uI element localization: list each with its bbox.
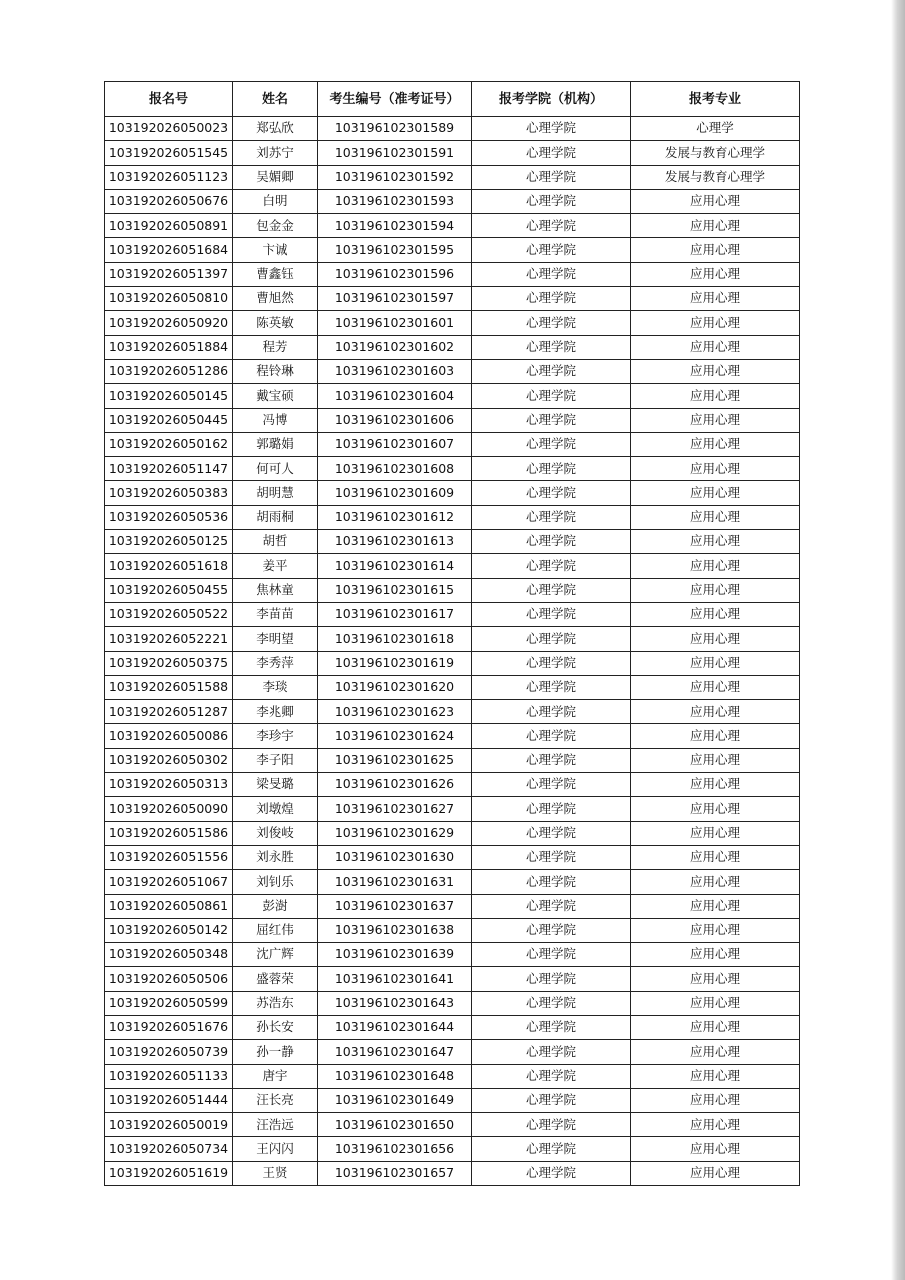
candidate-no-cell: 103196102301606	[318, 408, 472, 432]
college-cell: 心理学院	[472, 1137, 631, 1161]
college-cell: 心理学院	[472, 311, 631, 335]
registration-no-cell: 103192026052221	[105, 627, 233, 651]
college-cell: 心理学院	[472, 1040, 631, 1064]
registration-no-cell: 103192026050019	[105, 1113, 233, 1137]
major-cell: 应用心理	[631, 1113, 800, 1137]
college-cell: 心理学院	[472, 602, 631, 626]
major-cell: 应用心理	[631, 408, 800, 432]
major-cell: 应用心理	[631, 432, 800, 456]
college-cell: 心理学院	[472, 335, 631, 359]
college-cell: 心理学院	[472, 845, 631, 869]
college-cell: 心理学院	[472, 1064, 631, 1088]
name-cell: 白明	[233, 189, 318, 213]
college-cell: 心理学院	[472, 1015, 631, 1039]
name-cell: 程铃琳	[233, 359, 318, 383]
candidate-no-cell: 103196102301591	[318, 141, 472, 165]
name-cell: 胡雨桐	[233, 505, 318, 529]
college-cell: 心理学院	[472, 894, 631, 918]
name-cell: 李子阳	[233, 748, 318, 772]
table-row	[105, 602, 800, 626]
candidate-no-cell: 103196102301614	[318, 554, 472, 578]
registration-no-cell: 103192026050162	[105, 432, 233, 456]
name-cell: 姜平	[233, 554, 318, 578]
candidate-no-cell: 103196102301602	[318, 335, 472, 359]
major-cell: 应用心理	[631, 821, 800, 845]
major-cell: 应用心理	[631, 797, 800, 821]
candidate-no-cell: 103196102301619	[318, 651, 472, 675]
major-cell: 应用心理	[631, 870, 800, 894]
college-cell: 心理学院	[472, 748, 631, 772]
major-cell: 应用心理	[631, 700, 800, 724]
major-cell: 发展与教育心理学	[631, 141, 800, 165]
registration-no-cell: 103192026050302	[105, 748, 233, 772]
candidate-no-cell: 103196102301623	[318, 700, 472, 724]
college-cell: 心理学院	[472, 117, 631, 141]
table-row	[105, 627, 800, 651]
candidate-no-cell: 103196102301594	[318, 214, 472, 238]
registration-no-cell: 103192026050739	[105, 1040, 233, 1064]
table-row	[105, 530, 800, 554]
name-cell: 郑弘欣	[233, 117, 318, 141]
registration-no-cell: 103192026050445	[105, 408, 233, 432]
name-cell: 刘墩煌	[233, 797, 318, 821]
major-cell: 应用心理	[631, 214, 800, 238]
name-cell: 苏浩东	[233, 991, 318, 1015]
college-cell: 心理学院	[472, 165, 631, 189]
name-cell: 王闪闪	[233, 1137, 318, 1161]
registration-no-cell: 103192026051676	[105, 1015, 233, 1039]
name-cell: 曹鑫钰	[233, 262, 318, 286]
major-cell: 应用心理	[631, 748, 800, 772]
candidate-no-cell: 103196102301631	[318, 870, 472, 894]
name-cell: 李明望	[233, 627, 318, 651]
registration-no-cell: 103192026051545	[105, 141, 233, 165]
table-row	[105, 408, 800, 432]
table-row	[105, 1040, 800, 1064]
college-cell: 心理学院	[472, 262, 631, 286]
registration-no-cell: 103192026050145	[105, 384, 233, 408]
candidate-no-cell: 103196102301601	[318, 311, 472, 335]
college-cell: 心理学院	[472, 578, 631, 602]
registration-no-cell: 103192026051618	[105, 554, 233, 578]
table-row	[105, 894, 800, 918]
candidate-no-cell: 103196102301629	[318, 821, 472, 845]
candidate-no-cell: 103196102301638	[318, 918, 472, 942]
major-cell: 应用心理	[631, 359, 800, 383]
table-row	[105, 432, 800, 456]
table-row	[105, 1088, 800, 1112]
name-cell: 李秀萍	[233, 651, 318, 675]
major-cell: 应用心理	[631, 1088, 800, 1112]
registration-no-cell: 103192026051123	[105, 165, 233, 189]
registration-no-cell: 103192026050375	[105, 651, 233, 675]
registration-no-cell: 103192026050455	[105, 578, 233, 602]
table-row	[105, 262, 800, 286]
registration-no-cell: 103192026050599	[105, 991, 233, 1015]
candidate-no-cell: 103196102301612	[318, 505, 472, 529]
candidate-no-cell: 103196102301630	[318, 845, 472, 869]
registration-no-cell: 103192026050023	[105, 117, 233, 141]
major-cell: 应用心理	[631, 918, 800, 942]
college-cell: 心理学院	[472, 505, 631, 529]
candidate-no-cell: 103196102301657	[318, 1161, 472, 1185]
table-row	[105, 1161, 800, 1185]
name-cell: 屈红伟	[233, 918, 318, 942]
college-cell: 心理学院	[472, 870, 631, 894]
major-cell: 应用心理	[631, 457, 800, 481]
candidate-no-cell: 103196102301593	[318, 189, 472, 213]
major-cell: 应用心理	[631, 1064, 800, 1088]
candidate-no-cell: 103196102301650	[318, 1113, 472, 1137]
name-cell: 何可人	[233, 457, 318, 481]
registration-no-cell: 103192026051133	[105, 1064, 233, 1088]
name-cell: 李兆卿	[233, 700, 318, 724]
registration-no-cell: 103192026050734	[105, 1137, 233, 1161]
major-cell: 应用心理	[631, 287, 800, 311]
college-cell: 心理学院	[472, 627, 631, 651]
college-cell: 心理学院	[472, 651, 631, 675]
table-row	[105, 165, 800, 189]
registration-no-cell: 103192026051286	[105, 359, 233, 383]
registration-no-cell: 103192026050891	[105, 214, 233, 238]
table-row	[105, 505, 800, 529]
header-row	[105, 82, 800, 117]
major-cell: 应用心理	[631, 505, 800, 529]
major-cell: 应用心理	[631, 481, 800, 505]
header-college: 报考学院（机构）	[472, 82, 631, 117]
name-cell: 吴媚卿	[233, 165, 318, 189]
college-cell: 心理学院	[472, 554, 631, 578]
header-major: 报考专业	[631, 82, 800, 117]
table-row	[105, 1113, 800, 1137]
table-row	[105, 335, 800, 359]
major-cell: 应用心理	[631, 1137, 800, 1161]
name-cell: 盛蓉荣	[233, 967, 318, 991]
table-row	[105, 384, 800, 408]
candidate-no-cell: 103196102301592	[318, 165, 472, 189]
table-row	[105, 724, 800, 748]
name-cell: 郭璐娟	[233, 432, 318, 456]
registration-no-cell: 103192026050861	[105, 894, 233, 918]
table-row	[105, 845, 800, 869]
registration-no-cell: 103192026050920	[105, 311, 233, 335]
college-cell: 心理学院	[472, 943, 631, 967]
header-registration-no: 报名号	[105, 82, 233, 117]
college-cell: 心理学院	[472, 724, 631, 748]
candidate-no-cell: 103196102301609	[318, 481, 472, 505]
candidate-no-cell: 103196102301627	[318, 797, 472, 821]
candidate-no-cell: 103196102301620	[318, 675, 472, 699]
table-row	[105, 1137, 800, 1161]
registration-no-cell: 103192026050086	[105, 724, 233, 748]
candidate-no-cell: 103196102301647	[318, 1040, 472, 1064]
major-cell: 应用心理	[631, 578, 800, 602]
name-cell: 李琰	[233, 675, 318, 699]
candidate-no-cell: 103196102301625	[318, 748, 472, 772]
candidate-no-cell: 103196102301626	[318, 773, 472, 797]
table-row	[105, 1064, 800, 1088]
candidate-no-cell: 103196102301641	[318, 967, 472, 991]
table-row	[105, 481, 800, 505]
registration-no-cell: 103192026050810	[105, 287, 233, 311]
table-row	[105, 821, 800, 845]
name-cell: 焦林童	[233, 578, 318, 602]
name-cell: 陈英敏	[233, 311, 318, 335]
registration-no-cell: 103192026051588	[105, 675, 233, 699]
college-cell: 心理学院	[472, 1161, 631, 1185]
table-row	[105, 238, 800, 262]
registration-no-cell: 103192026051287	[105, 700, 233, 724]
major-cell: 应用心理	[631, 991, 800, 1015]
table-row	[105, 797, 800, 821]
college-cell: 心理学院	[472, 432, 631, 456]
registration-no-cell: 103192026050536	[105, 505, 233, 529]
table-row	[105, 311, 800, 335]
major-cell: 应用心理	[631, 262, 800, 286]
table-row	[105, 651, 800, 675]
table-row	[105, 117, 800, 141]
candidate-no-cell: 103196102301639	[318, 943, 472, 967]
college-cell: 心理学院	[472, 1113, 631, 1137]
college-cell: 心理学院	[472, 773, 631, 797]
name-cell: 刘钊乐	[233, 870, 318, 894]
major-cell: 应用心理	[631, 311, 800, 335]
major-cell: 应用心理	[631, 1161, 800, 1185]
registration-no-cell: 103192026051884	[105, 335, 233, 359]
major-cell: 应用心理	[631, 943, 800, 967]
header-candidate-no: 考生编号（准考证号）	[318, 82, 472, 117]
name-cell: 曹旭然	[233, 287, 318, 311]
major-cell: 应用心理	[631, 554, 800, 578]
registration-no-cell: 103192026051684	[105, 238, 233, 262]
candidate-no-cell: 103196102301615	[318, 578, 472, 602]
registration-no-cell: 103192026050125	[105, 530, 233, 554]
candidate-no-cell: 103196102301607	[318, 432, 472, 456]
candidate-no-cell: 103196102301589	[318, 117, 472, 141]
major-cell: 应用心理	[631, 967, 800, 991]
college-cell: 心理学院	[472, 214, 631, 238]
major-cell: 应用心理	[631, 238, 800, 262]
registration-no-cell: 103192026050522	[105, 602, 233, 626]
candidate-no-cell: 103196102301608	[318, 457, 472, 481]
name-cell: 胡明慧	[233, 481, 318, 505]
candidate-no-cell: 103196102301637	[318, 894, 472, 918]
name-cell: 刘苏宁	[233, 141, 318, 165]
registration-no-cell: 103192026051067	[105, 870, 233, 894]
major-cell: 应用心理	[631, 845, 800, 869]
major-cell: 应用心理	[631, 602, 800, 626]
major-cell: 应用心理	[631, 724, 800, 748]
major-cell: 应用心理	[631, 335, 800, 359]
table-row	[105, 457, 800, 481]
candidate-no-cell: 103196102301618	[318, 627, 472, 651]
table-row	[105, 359, 800, 383]
table-row	[105, 748, 800, 772]
college-cell: 心理学院	[472, 359, 631, 383]
registration-no-cell: 103192026050142	[105, 918, 233, 942]
candidate-no-cell: 103196102301596	[318, 262, 472, 286]
major-cell: 应用心理	[631, 530, 800, 554]
candidate-no-cell: 103196102301603	[318, 359, 472, 383]
major-cell: 发展与教育心理学	[631, 165, 800, 189]
table-row	[105, 1015, 800, 1039]
major-cell: 应用心理	[631, 675, 800, 699]
table-row	[105, 675, 800, 699]
college-cell: 心理学院	[472, 967, 631, 991]
major-cell: 应用心理	[631, 384, 800, 408]
registration-no-cell: 103192026051556	[105, 845, 233, 869]
name-cell: 孙一静	[233, 1040, 318, 1064]
name-cell: 戴宝硕	[233, 384, 318, 408]
registration-no-cell: 103192026050348	[105, 943, 233, 967]
major-cell: 应用心理	[631, 189, 800, 213]
college-cell: 心理学院	[472, 238, 631, 262]
name-cell: 冯博	[233, 408, 318, 432]
registration-no-cell: 103192026051586	[105, 821, 233, 845]
name-cell: 彭澍	[233, 894, 318, 918]
college-cell: 心理学院	[472, 384, 631, 408]
candidate-no-cell: 103196102301643	[318, 991, 472, 1015]
major-cell: 应用心理	[631, 627, 800, 651]
registration-no-cell: 103192026050383	[105, 481, 233, 505]
table-row	[105, 214, 800, 238]
table-row	[105, 141, 800, 165]
major-cell: 应用心理	[631, 1040, 800, 1064]
name-cell: 沈广辉	[233, 943, 318, 967]
major-cell: 应用心理	[631, 651, 800, 675]
candidate-no-cell: 103196102301648	[318, 1064, 472, 1088]
college-cell: 心理学院	[472, 918, 631, 942]
candidate-no-cell: 103196102301613	[318, 530, 472, 554]
admission-table	[104, 81, 800, 1186]
table-row	[105, 870, 800, 894]
table-row	[105, 943, 800, 967]
name-cell: 孙长安	[233, 1015, 318, 1039]
registration-no-cell: 103192026051147	[105, 457, 233, 481]
candidate-no-cell: 103196102301656	[318, 1137, 472, 1161]
page-edge-shadow	[891, 0, 905, 1280]
college-cell: 心理学院	[472, 457, 631, 481]
name-cell: 梁旻璐	[233, 773, 318, 797]
candidate-no-cell: 103196102301617	[318, 602, 472, 626]
major-cell: 应用心理	[631, 773, 800, 797]
candidate-no-cell: 103196102301624	[318, 724, 472, 748]
table-row	[105, 578, 800, 602]
table-row	[105, 967, 800, 991]
name-cell: 汪浩远	[233, 1113, 318, 1137]
table-row	[105, 991, 800, 1015]
college-cell: 心理学院	[472, 797, 631, 821]
college-cell: 心理学院	[472, 991, 631, 1015]
name-cell: 刘俊岐	[233, 821, 318, 845]
table-row	[105, 554, 800, 578]
college-cell: 心理学院	[472, 287, 631, 311]
name-cell: 程芳	[233, 335, 318, 359]
college-cell: 心理学院	[472, 141, 631, 165]
name-cell: 李苗苗	[233, 602, 318, 626]
table-row	[105, 287, 800, 311]
table-row	[105, 918, 800, 942]
major-cell: 应用心理	[631, 1015, 800, 1039]
major-cell: 应用心理	[631, 894, 800, 918]
registration-no-cell: 103192026051619	[105, 1161, 233, 1185]
name-cell: 包金金	[233, 214, 318, 238]
registration-no-cell: 103192026050313	[105, 773, 233, 797]
table-body	[105, 117, 800, 1186]
name-cell: 汪长亮	[233, 1088, 318, 1112]
candidate-no-cell: 103196102301604	[318, 384, 472, 408]
registration-no-cell: 103192026050090	[105, 797, 233, 821]
registration-no-cell: 103192026051444	[105, 1088, 233, 1112]
college-cell: 心理学院	[472, 481, 631, 505]
name-cell: 卞诚	[233, 238, 318, 262]
candidate-no-cell: 103196102301595	[318, 238, 472, 262]
candidate-no-cell: 103196102301644	[318, 1015, 472, 1039]
college-cell: 心理学院	[472, 821, 631, 845]
college-cell: 心理学院	[472, 675, 631, 699]
college-cell: 心理学院	[472, 189, 631, 213]
name-cell: 王贤	[233, 1161, 318, 1185]
major-cell: 心理学	[631, 117, 800, 141]
header-name: 姓名	[233, 82, 318, 117]
name-cell: 李珍宇	[233, 724, 318, 748]
registration-no-cell: 103192026050506	[105, 967, 233, 991]
table-row	[105, 189, 800, 213]
candidate-no-cell: 103196102301649	[318, 1088, 472, 1112]
name-cell: 唐宇	[233, 1064, 318, 1088]
college-cell: 心理学院	[472, 1088, 631, 1112]
name-cell: 胡哲	[233, 530, 318, 554]
registration-no-cell: 103192026050676	[105, 189, 233, 213]
college-cell: 心理学院	[472, 408, 631, 432]
name-cell: 刘永胜	[233, 845, 318, 869]
college-cell: 心理学院	[472, 530, 631, 554]
table-row	[105, 773, 800, 797]
table-row	[105, 700, 800, 724]
college-cell: 心理学院	[472, 700, 631, 724]
candidate-no-cell: 103196102301597	[318, 287, 472, 311]
registration-no-cell: 103192026051397	[105, 262, 233, 286]
